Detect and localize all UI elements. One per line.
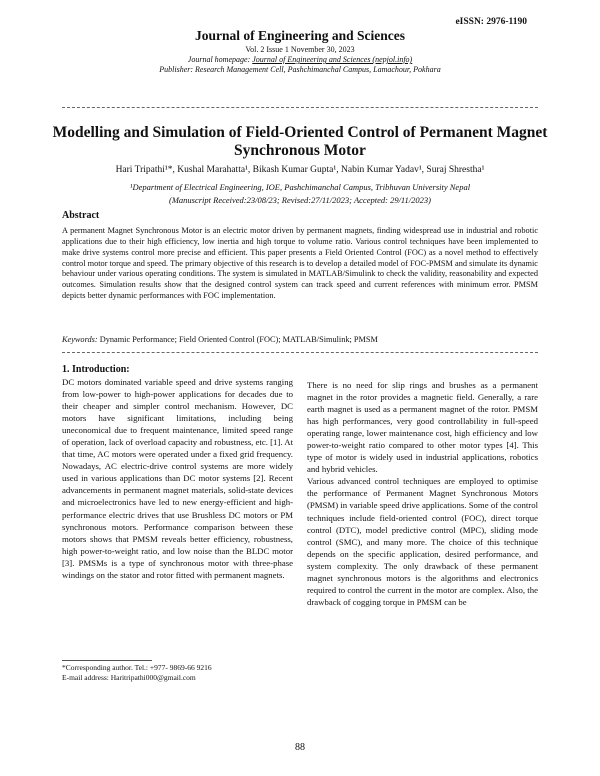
manuscript-dates: (Manuscript Received:23/08/23; Revised:27/11/2023; Accepted: 29/11/2023) — [168, 195, 431, 205]
keywords-text: Dynamic Performance; Field Oriented Control (FOC); MATLAB/Simulink; PMSM — [97, 335, 378, 344]
journal-info — [0, 45, 600, 75]
issn-label: eISSN: 2976-1190 — [455, 17, 527, 27]
intro-heading: 1. Introduction: — [62, 364, 130, 375]
abstract-heading: Abstract — [62, 210, 100, 221]
abstract-divider — [62, 352, 538, 353]
intro-paragraph-2: There is no need for slip rings and brushes as a permanent magnet in the rotor provides a magnetic field. Generally, a rare earth magnet is used as a permanent magnet of the rotor. PMSM has high performances, very good controllability in full-speed operating range, lower maintenance cost, high efficiency and low power-to-weight ratio compared to other motor types [4]. This type of motor is widely used in industrial applications, robotics and hybrid vehicles. — [307, 380, 538, 475]
abstract-text: A permanent Magnet Synchronous Motor is an electric motor driven by permanent magnets, finding widespread use in industrial and robotic applications due to their high efficiency, low inertia and high torque to volume ratio. Various control techniques have been implemented to make drive systems control more precise and efficient. This paper presents a Field Oriented Control (FOC) as a novel method to effectively control motor torque and speed. The primary objective of this research is to develop a detailed model of FOC-PMSM and simulate its dynamic behaviour under various operating conditions. The system is simulated in MATLAB/Simulink to check the validity, reasonability and expected outcomes. Simulation results show that the designed control system can track speed and current references with minimum error. PMSM depicts better dynamic performances with FOC implementation. — [62, 226, 538, 301]
publisher-line: Publisher: Research Management Cell, Pashchimanchal Campus, Lamachour, Pokhara — [159, 65, 441, 74]
keywords-line — [62, 335, 378, 344]
affiliation-block — [0, 181, 600, 207]
footnote-divider — [62, 660, 152, 661]
body-column-left — [62, 376, 293, 581]
footnote — [62, 663, 212, 682]
paper-title: Modelling and Simulation of Field-Oriented Control of Permanent Magnet Synchronous Motor — [52, 124, 548, 159]
author-list: Hari Tripathi¹*, Kushal Marahatta¹, Bikash Kumar Gupta¹, Nabin Kumar Yadav¹, Suraj Shrestha¹ — [115, 165, 485, 175]
journal-title: Journal of Engineering and Sciences — [194, 28, 405, 43]
homepage-label: Journal homepage: — [187, 55, 253, 64]
corresponding-author: *Corresponding author. Tel.: +977- 9869-66 9216 — [62, 663, 212, 672]
intro-paragraph-1: DC motors dominated variable speed and drive systems ranging from low-power to high-power applications for decades due to their cheaper and simpler control mechanism. However, DC motors have significant limitations, including being uneconomical due to frequent maintenance, limited speed range of operation, lack of overload capacity and robustness, etc. [1]. At that time, AC motors were operated under a fixed grid frequency. Nowadays, AC electric-drive control systems are more widely used in various applications than DC motor systems [2]. Recent advancements in permanent magnet materials, solid-state devices and microelectronics have led to new energy-efficient and high-performance electric drives that use Brushless DC motors or PM synchronous motors. Performance comparison between these motors shows that PMSM reveals better efficiency, robustness, high power-to-weight ratio, and low noise than the BLDC motor [3]. PMSMs is a type of synchronous motor with three-phase windings on the stator and rotor fitted with permanent magnets. — [62, 377, 293, 580]
keywords-label: Keywords: — [62, 335, 98, 344]
header-divider — [62, 107, 538, 108]
affiliation: ¹Department of Electrical Engineering, IOE, Pashchimanchal Campus, Tribhuvan University Nepal — [129, 182, 471, 192]
homepage-link[interactable]: Journal of Engineering and Sciences (nepjol.info) — [252, 55, 413, 64]
page-number: 88 — [295, 742, 305, 753]
volume-line: Vol. 2 Issue 1 November 30, 2023 — [245, 45, 355, 54]
homepage-line — [0, 55, 600, 65]
email-address: E-mail address: Haritripathi000@gmail.com — [62, 672, 196, 682]
intro-paragraph-3: Various advanced control techniques are employed to optimise the performance of Permanent Magnet Synchronous Motors (PMSM) in variable speed drive applications. Some of the control techniques include field-oriented control (FOC), direct torque control (DTC), model predictive control (MPC), sliding mode control (SMC), and many more. The choice of this technique depends on the specific application, desired performance, and system complexity. The only drawback of these permanent magnet synchronous motors is the algorithms and electronics required to control the current in the motor are complex. Also, the drawback of cogging torque in PMSM can be — [307, 476, 538, 607]
body-column-right — [307, 379, 538, 608]
